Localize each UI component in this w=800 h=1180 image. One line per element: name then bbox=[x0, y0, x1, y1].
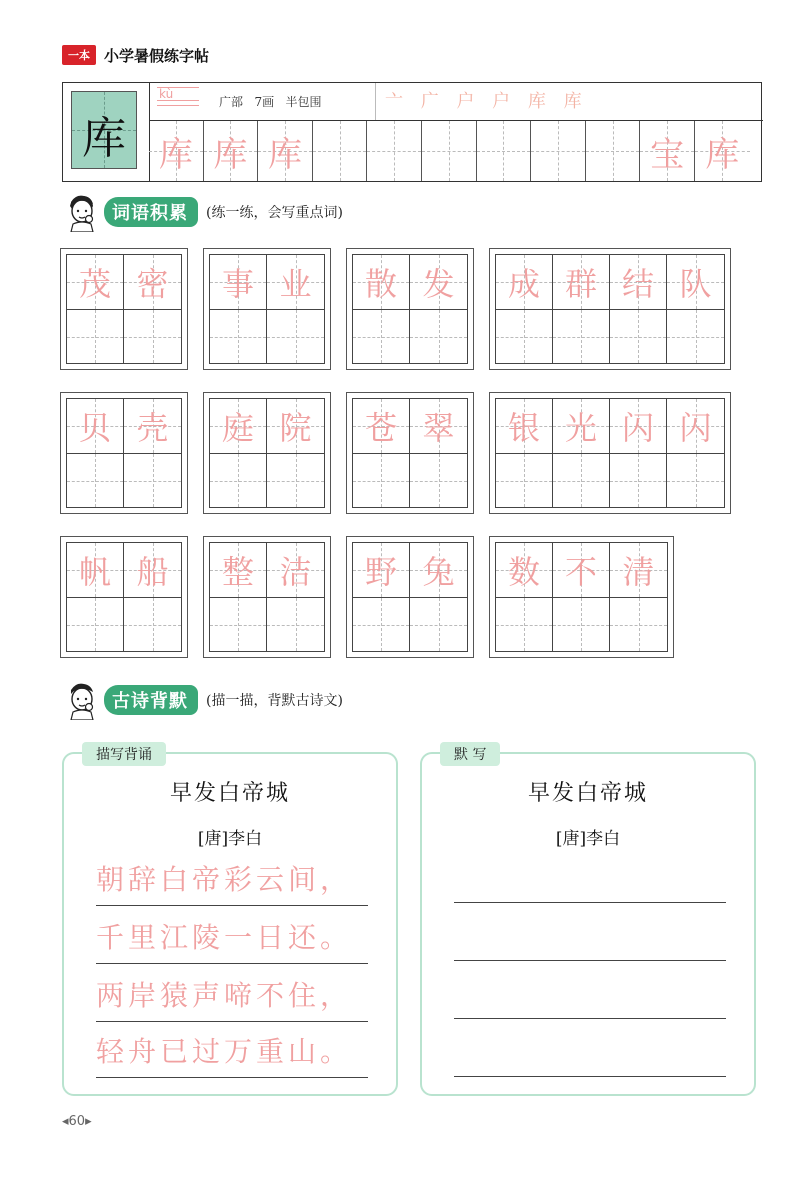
trace-char: 散 bbox=[364, 265, 397, 303]
boy-thinking-icon bbox=[62, 680, 102, 720]
card-tab-dictation: 默 写 bbox=[440, 742, 500, 766]
practice-cell[interactable] bbox=[531, 121, 586, 181]
word-cell[interactable] bbox=[553, 255, 609, 310]
write-cell[interactable] bbox=[610, 310, 666, 363]
trace-char: 库 bbox=[213, 134, 248, 175]
poem-line[interactable]: 轻舟已过万重山。 bbox=[96, 1030, 368, 1078]
word-group bbox=[489, 248, 731, 370]
page-number-left-marker: ◂ bbox=[62, 1114, 69, 1129]
word-cell[interactable] bbox=[667, 399, 724, 454]
write-cell[interactable] bbox=[353, 310, 409, 363]
word-cell[interactable] bbox=[124, 543, 181, 598]
write-cell[interactable] bbox=[267, 454, 324, 507]
page-number bbox=[62, 1114, 92, 1129]
practice-cell[interactable] bbox=[149, 121, 204, 181]
trace-char: 业 bbox=[279, 265, 312, 303]
write-cell[interactable] bbox=[410, 310, 467, 363]
write-cell[interactable] bbox=[496, 598, 552, 651]
write-cell[interactable] bbox=[553, 454, 609, 507]
write-cell[interactable] bbox=[496, 454, 552, 507]
write-cell[interactable] bbox=[124, 598, 181, 651]
trace-char: 群 bbox=[564, 265, 597, 303]
word-cell[interactable] bbox=[553, 399, 609, 454]
word-cell[interactable] bbox=[67, 399, 123, 454]
trace-char: 兔 bbox=[422, 553, 455, 591]
write-cell[interactable] bbox=[124, 310, 181, 363]
word-cell[interactable] bbox=[267, 543, 324, 598]
poem-line[interactable]: 千里江陵一日还。 bbox=[96, 916, 368, 964]
pinyin: kù bbox=[157, 87, 199, 101]
trace-char: 帆 bbox=[78, 553, 111, 591]
trace-char: 船 bbox=[136, 553, 169, 591]
trace-char: 宝 bbox=[650, 134, 685, 175]
trace-char: 清 bbox=[622, 553, 655, 591]
trace-char: 闪 bbox=[621, 409, 654, 447]
word-cell[interactable] bbox=[410, 543, 467, 598]
write-cell[interactable] bbox=[553, 310, 609, 363]
page-header bbox=[62, 44, 209, 66]
main-character-box bbox=[71, 91, 137, 169]
word-cell[interactable] bbox=[267, 255, 324, 310]
write-cell[interactable] bbox=[267, 598, 324, 651]
word-group bbox=[60, 248, 188, 370]
practice-cell[interactable] bbox=[477, 121, 532, 181]
trace-char: 库 bbox=[705, 134, 740, 175]
write-cell[interactable] bbox=[353, 598, 409, 651]
trace-char: 庭 bbox=[221, 409, 254, 447]
write-cell[interactable] bbox=[667, 454, 724, 507]
trace-char: 壳 bbox=[136, 409, 169, 447]
word-cell[interactable] bbox=[610, 255, 666, 310]
trace-char: 苍 bbox=[364, 409, 397, 447]
trace-char: 翠 bbox=[422, 409, 455, 447]
word-cell[interactable] bbox=[496, 399, 552, 454]
word-cell[interactable] bbox=[353, 543, 409, 598]
word-cell[interactable] bbox=[496, 543, 552, 598]
word-cell[interactable] bbox=[353, 255, 409, 310]
write-cell[interactable] bbox=[553, 598, 609, 651]
section-subtitle: (练一练，会写重点词) bbox=[206, 205, 343, 221]
trace-char: 洁 bbox=[279, 553, 312, 591]
word-cell[interactable] bbox=[553, 543, 609, 598]
stroke-order: 亠 广 户 户 库 库 bbox=[385, 91, 588, 112]
brand-logo: 一本 bbox=[62, 45, 96, 65]
write-cell[interactable] bbox=[667, 310, 724, 363]
trace-char: 院 bbox=[279, 409, 312, 447]
trace-char: 银 bbox=[507, 409, 540, 447]
write-cell[interactable] bbox=[267, 310, 324, 363]
word-cell[interactable] bbox=[210, 399, 266, 454]
word-group bbox=[489, 392, 731, 514]
practice-cell[interactable] bbox=[422, 121, 477, 181]
write-cell[interactable] bbox=[410, 454, 467, 507]
word-cell[interactable] bbox=[667, 255, 724, 310]
trace-char: 结 bbox=[621, 265, 654, 303]
write-cell[interactable] bbox=[210, 310, 266, 363]
practice-cell[interactable] bbox=[586, 121, 641, 181]
trace-char: 库 bbox=[267, 134, 302, 175]
trace-char: 数 bbox=[507, 553, 540, 591]
main-character: 库 bbox=[82, 113, 126, 164]
radical-info: 广部 7画 半包围 bbox=[219, 95, 322, 109]
writing-line[interactable] bbox=[454, 1076, 726, 1077]
practice-cell[interactable] bbox=[367, 121, 422, 181]
write-cell[interactable] bbox=[353, 454, 409, 507]
trace-char: 野 bbox=[364, 553, 397, 591]
page-number-right-marker: ▸ bbox=[85, 1114, 92, 1129]
word-group bbox=[203, 248, 331, 370]
trace-char: 密 bbox=[136, 265, 169, 303]
word-group bbox=[346, 392, 474, 514]
word-cell[interactable] bbox=[610, 399, 666, 454]
trace-char: 茂 bbox=[78, 265, 111, 303]
practice-cell[interactable] bbox=[258, 121, 313, 181]
poem-trace-card bbox=[62, 747, 398, 1096]
word-group bbox=[60, 536, 188, 658]
word-cell[interactable] bbox=[610, 543, 667, 598]
write-cell[interactable] bbox=[210, 454, 266, 507]
word-cell[interactable] bbox=[210, 255, 266, 310]
book-title: 小学暑假练字帖 bbox=[104, 46, 210, 65]
write-cell[interactable] bbox=[410, 598, 467, 651]
word-group bbox=[203, 392, 331, 514]
page-number-value: 60 bbox=[68, 1114, 86, 1129]
trace-char: 队 bbox=[679, 265, 712, 303]
word-group bbox=[346, 536, 474, 658]
trace-char: 贝 bbox=[78, 409, 111, 447]
word-cell[interactable] bbox=[67, 543, 123, 598]
word-cell[interactable] bbox=[124, 399, 181, 454]
word-cell[interactable] bbox=[210, 543, 266, 598]
poem-author: [唐]李白 bbox=[555, 829, 621, 849]
section-title: 词语积累 bbox=[104, 197, 198, 227]
character-info-row bbox=[149, 83, 763, 121]
poem-title: 早发白帝城 bbox=[169, 781, 290, 806]
write-cell[interactable] bbox=[67, 310, 123, 363]
word-cell[interactable] bbox=[353, 399, 409, 454]
pinyin-baseline bbox=[157, 105, 199, 106]
word-group bbox=[203, 536, 331, 658]
character-panel bbox=[62, 82, 762, 182]
trace-char: 库 bbox=[158, 134, 193, 175]
write-cell[interactable] bbox=[610, 598, 667, 651]
writing-line[interactable] bbox=[454, 902, 726, 903]
write-cell[interactable] bbox=[67, 454, 123, 507]
poem-line[interactable]: 两岸猿声啼不住， bbox=[96, 974, 368, 1022]
section-heading-poem bbox=[62, 680, 343, 720]
word-cell[interactable] bbox=[267, 399, 324, 454]
section-subtitle: (描一描，背默古诗文) bbox=[206, 693, 343, 709]
section-heading-vocabulary bbox=[62, 192, 343, 232]
write-cell[interactable] bbox=[610, 454, 666, 507]
section-title: 古诗背默 bbox=[104, 685, 198, 715]
word-group bbox=[489, 536, 674, 658]
trace-char: 闪 bbox=[679, 409, 712, 447]
practice-cell[interactable] bbox=[640, 121, 695, 181]
write-cell[interactable] bbox=[496, 310, 552, 363]
word-group bbox=[60, 392, 188, 514]
word-group bbox=[346, 248, 474, 370]
trace-char: 整 bbox=[221, 553, 254, 591]
trace-char: 光 bbox=[564, 409, 597, 447]
word-cell[interactable] bbox=[124, 255, 181, 310]
card-tab-trace: 描写背诵 bbox=[82, 742, 166, 766]
practice-cell[interactable] bbox=[204, 121, 259, 181]
write-cell[interactable] bbox=[124, 454, 181, 507]
writing-line[interactable] bbox=[454, 1018, 726, 1019]
practice-cell[interactable] bbox=[695, 121, 750, 181]
trace-char: 不 bbox=[564, 553, 597, 591]
trace-char: 事 bbox=[221, 265, 254, 303]
write-cell[interactable] bbox=[67, 598, 123, 651]
word-cell[interactable] bbox=[410, 399, 467, 454]
boy-thinking-icon bbox=[62, 192, 102, 232]
poem-author: [唐]李白 bbox=[197, 829, 263, 849]
poem-title: 早发白帝城 bbox=[527, 781, 648, 806]
trace-char: 成 bbox=[507, 265, 540, 303]
word-cell[interactable] bbox=[67, 255, 123, 310]
word-cell[interactable] bbox=[496, 255, 552, 310]
word-cell[interactable] bbox=[410, 255, 467, 310]
write-cell[interactable] bbox=[210, 598, 266, 651]
stroke-divider bbox=[375, 83, 376, 120]
practice-cell[interactable] bbox=[313, 121, 368, 181]
practice-row bbox=[149, 121, 763, 181]
writing-line[interactable] bbox=[454, 960, 726, 961]
trace-char: 发 bbox=[422, 265, 455, 303]
poem-dictation-card bbox=[420, 747, 756, 1096]
poem-line[interactable]: 朝辞白帝彩云间， bbox=[96, 858, 368, 906]
